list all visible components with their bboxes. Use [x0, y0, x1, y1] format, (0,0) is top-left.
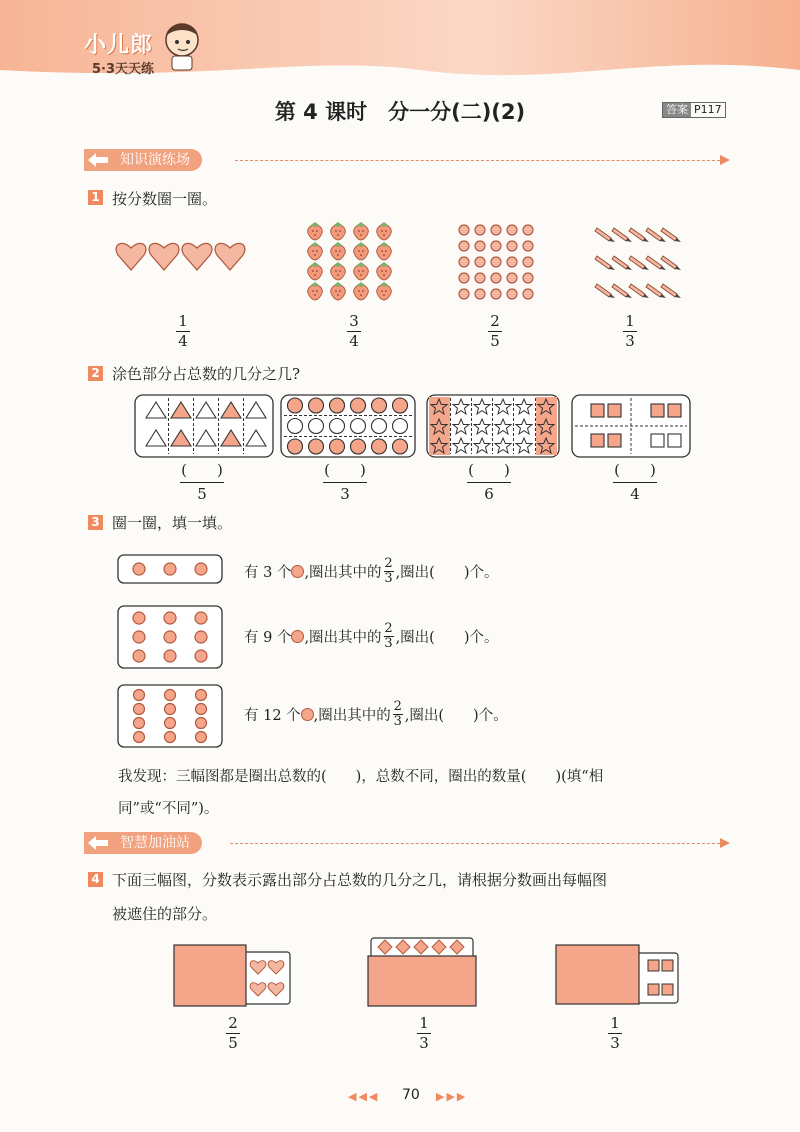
page-title: 第 4 课时 分一分(二)(2): [274, 100, 526, 124]
circle-icon: [459, 225, 533, 299]
brand-logo: 小儿郎: [84, 33, 154, 58]
circles-box: [280, 394, 416, 458]
section-label: 智慧加油站: [120, 835, 190, 851]
fraction-1-3: [623, 313, 637, 350]
section-divider: [235, 160, 725, 161]
fraction-1-4: [176, 313, 190, 350]
covered-hearts-figure[interactable]: [172, 943, 294, 1007]
heart-icon: [116, 243, 146, 270]
numerator: 2: [490, 312, 500, 330]
covered-squares-figure[interactable]: [554, 943, 682, 1007]
fraction-2-5: [488, 313, 502, 350]
denominator: 6: [484, 485, 494, 503]
row-text-mid: ,圈出其中的: [304, 630, 382, 646]
inline-fraction: $\frac{2}{3}$: [393, 699, 402, 729]
pencils-group[interactable]: [593, 226, 683, 302]
heart-icon: [215, 243, 245, 270]
answer-fraction-4[interactable]: [613, 459, 657, 503]
numerator: 1: [610, 1014, 620, 1032]
question-prompt-line-2: 被遮住的部分。: [112, 905, 218, 923]
question-prompt: 涂色部分占总数的几分之几?: [112, 365, 301, 383]
page-number: 70: [402, 1087, 420, 1103]
inline-fraction: $\frac{2}{3}$: [384, 621, 393, 651]
answer-fraction-3[interactable]: [467, 459, 511, 503]
triangles-box: [134, 394, 274, 458]
squares-box: [571, 394, 691, 458]
q3-row-1: [244, 557, 499, 586]
inline-fraction: $\frac{2}{3}$: [384, 556, 393, 586]
row-text-post[interactable]: ,圈出( )个。: [395, 565, 499, 581]
strawberry-icon: [308, 222, 391, 300]
row-text-pre: 有 3 个: [244, 565, 292, 581]
numerator-blank[interactable]: ( ): [324, 461, 366, 479]
numerator: 1: [178, 312, 188, 330]
question-number: 4: [88, 872, 103, 887]
row-text-pre: 有 12 个: [244, 708, 301, 724]
fraction-3-4: [347, 313, 361, 350]
q3-row-3: [244, 700, 508, 729]
next-arrows-icon: ▶▶▶: [436, 1090, 468, 1103]
denominator: 5: [490, 332, 500, 350]
row-text-post[interactable]: ,圈出( )个。: [395, 630, 499, 646]
section-divider: [230, 843, 725, 844]
answer-fraction-1[interactable]: [180, 459, 224, 503]
row-text-pre: 有 9 个: [244, 630, 292, 646]
circle-icon: [291, 565, 304, 578]
denominator: 4: [178, 332, 188, 350]
discovery-line-1[interactable]: 我发现：三幅图都是圈出总数的( )，总数不同，圈出的数量( )(填“相: [118, 769, 604, 785]
numerator-blank[interactable]: ( ): [181, 461, 223, 479]
fraction-2-5: [226, 1015, 240, 1052]
answer-page: P117: [694, 103, 722, 116]
question-prompt-line-1: 下面三幅图，分数表示露出部分占总数的几分之几，请根据分数画出每幅图: [112, 871, 608, 889]
numerator: 2: [228, 1014, 238, 1032]
brand-subtitle: 5·3天天练: [92, 62, 155, 77]
heart-icon: [182, 243, 212, 270]
divider-arrow-icon: [720, 154, 732, 166]
circle-icon: [133, 612, 207, 662]
answer-ref: [662, 102, 726, 118]
question-number: 2: [88, 366, 103, 381]
numerator: 3: [349, 312, 359, 330]
denominator: 3: [419, 1034, 429, 1052]
denominator: 4: [630, 485, 640, 503]
cover-card: [556, 945, 639, 1004]
cover-card: [368, 956, 476, 1006]
dots-box-12[interactable]: [117, 684, 223, 748]
row-text-mid: ,圈出其中的: [313, 708, 391, 724]
heart-icon: [149, 243, 179, 270]
circle-icon: [301, 708, 314, 721]
stars-box: [426, 394, 560, 458]
numerator-blank[interactable]: ( ): [468, 461, 510, 479]
question-prompt: 圈一圈，填一填。: [112, 514, 233, 532]
section-label: 知识演练场: [120, 152, 190, 168]
question-prompt: 按分数圈一圈。: [112, 190, 218, 208]
numerator: 1: [419, 1014, 429, 1032]
section-arrow-icon: [86, 834, 112, 852]
fraction-1-3: [417, 1015, 431, 1052]
covered-diamonds-figure[interactable]: [365, 936, 479, 1008]
row-text-post[interactable]: ,圈出( )个。: [404, 708, 508, 724]
pencil-icon: [595, 228, 681, 298]
question-number: 1: [88, 190, 103, 205]
numerator-blank[interactable]: ( ): [614, 461, 656, 479]
circle-icon: [291, 630, 304, 643]
circles-group[interactable]: [455, 222, 535, 304]
dots-box-9[interactable]: [117, 605, 223, 669]
denominator: 5: [197, 485, 207, 503]
question-number: 3: [88, 515, 103, 530]
row-text-mid: ,圈出其中的: [304, 565, 382, 581]
denominator: 5: [228, 1034, 238, 1052]
strawberries-group[interactable]: [303, 222, 403, 302]
dots-box-3[interactable]: [117, 554, 223, 584]
denominator: 3: [610, 1034, 620, 1052]
prev-arrows-icon: ◀◀◀: [348, 1090, 380, 1103]
discovery-line-2: 同”或“不同”)。: [118, 801, 219, 817]
hearts-group[interactable]: [115, 238, 250, 274]
q3-row-2: [244, 622, 499, 651]
section-arrow-icon: [86, 151, 112, 169]
cover-card: [174, 945, 246, 1006]
divider-arrow-icon: [720, 837, 732, 849]
fraction-1-3: [608, 1015, 622, 1052]
answer-fraction-2[interactable]: [323, 459, 367, 503]
denominator: 4: [349, 332, 359, 350]
answer-key-label: 答案: [663, 103, 691, 117]
denominator: 3: [625, 332, 635, 350]
denominator: 3: [340, 485, 350, 503]
numerator: 1: [625, 312, 635, 330]
